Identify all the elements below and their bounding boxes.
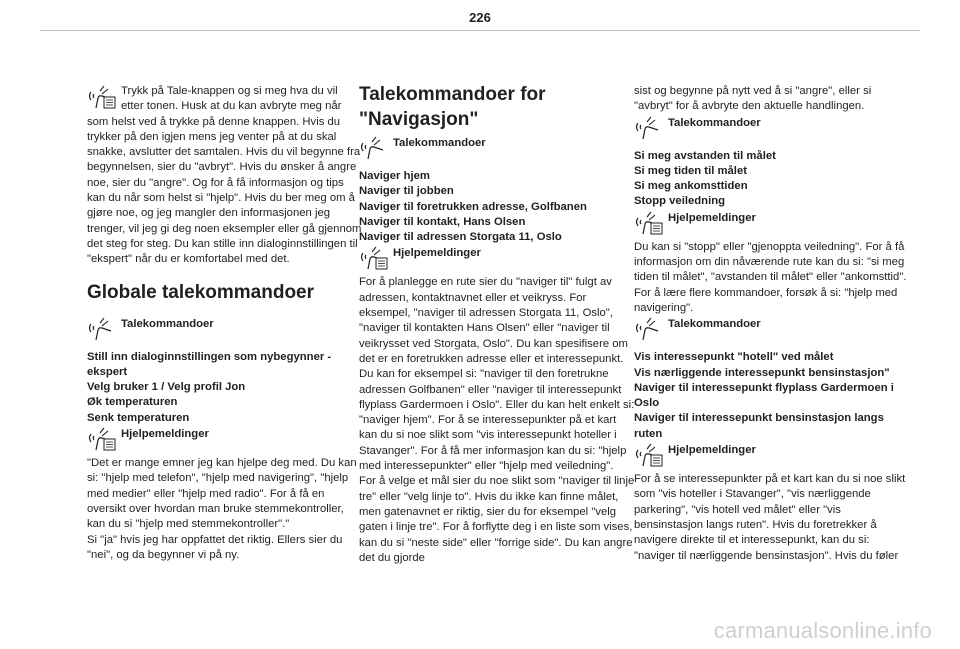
help-paragraph: "Det er mange emner jeg kan hjelpe deg med. Du kan si: "hjelp med telefon", "hjelp med navigering", "hjelp med medier" eller "hjelp med radio". For å få en oversikt over hvordan man bruke stemmekontroller, kan du si "hjelp med stemmekontroller"." <box>87 457 357 531</box>
voice-commands-label: Talekommandoer <box>393 137 486 149</box>
command-line: Naviger til adressen Storgata 11, Oslo <box>359 231 562 244</box>
voice-help-icon <box>634 442 664 468</box>
voice-help-icon <box>87 426 117 452</box>
header-rule <box>40 30 920 31</box>
column-right <box>634 84 910 564</box>
voice-command-icon <box>87 316 117 342</box>
command-line: Stopp veiledning <box>634 195 726 208</box>
watermark: carmanualsonline.info <box>713 618 932 643</box>
section-heading-navigation <box>359 82 635 132</box>
voice-commands-label-row <box>634 115 910 141</box>
help-messages-label-row <box>87 426 363 452</box>
voice-commands-label-row <box>87 316 363 342</box>
help-paragraph: For å velge et mål sier du noe slikt som "naviger til linje tre" eller "velg linje to". Hvis du ikke kan finne målet, men gatenavnet er riktig, sier du for eksempel "velg gaten i linje tre". For å forflytte deg i en liste som vises, kan du si "neste side" eller "forrige side". Du kan angre det du gjorde <box>359 475 635 564</box>
command-line: Naviger til kontakt, Hans Olsen <box>359 215 526 228</box>
heading-line: Talekommandoer for <box>359 84 546 105</box>
help-messages-label: Hjelpemeldinger <box>668 211 756 224</box>
command-line: Si meg tiden til målet <box>634 164 747 177</box>
voice-help-icon <box>87 84 117 110</box>
help-paragraph: For å se interessepunkter på et kart kan du si noe slikt som "vis hoteller i Stavanger", "vis nærliggende parkering", "vis hotell ved målet" eller "vis bensinstasjon langs ruten". Hvis du foretrekker å navigere direkte til et interessepunkt, kan du si: "naviger til nærliggende bensinstasjon". Hvis du føler <box>634 473 906 562</box>
column-left <box>87 84 363 563</box>
voice-commands-label: Talekommandoer <box>668 116 761 129</box>
command-line: Øk temperaturen <box>87 396 178 409</box>
command-line: Naviger til interessepunkt flyplass Gardermoen i Oslo <box>634 381 894 410</box>
help-paragraph: Du kan si "stopp" eller "gjenoppta veiledning". For å få informasjon om din nåværende rute kan du si: "si meg tiden til målet", "avstanden til målet" eller "ankomsttid". For å lære flere kommandoer, forsøk å si: "hjelp med navigering". <box>634 240 907 314</box>
voice-command-icon <box>634 316 664 342</box>
help-messages-label: Hjelpemeldinger <box>393 247 481 260</box>
command-line: Still inn dialoginnstillingen som nybegynner - ekspert <box>87 350 332 378</box>
help-paragraph: For å planlegge en rute sier du "naviger til" fulgt av adressen, kontaktnavnet eller et veikryss. For eksempel, "naviger til adressen Storgata 11, Oslo", "naviger til kontakten Hans Olsen" eller "naviger til veikrysset ved Storgata, Oslo". Du kan spesifisere om det er en foretrukken adresse eller et interessepunkt. Du kan for eksempel si: "naviger til den foretrukne adressen Golfbanen" eller "naviger til interessepunkt flyplass Gardermoen i Oslo". Eller du kan helt enkelt si: "naviger hjem". For å se interessepunkter på et kart kan du si noe slikt som "vis interessepunkt hoteller i Stavanger". For å få mer informasjon kan du si: "hjelp med interessepunkter" eller "hjelp med veiledning". <box>359 276 635 473</box>
voice-commands-label: Talekommandoer <box>668 318 761 331</box>
command-line: Naviger til foretrukken adresse, Golfbanen <box>359 200 587 213</box>
intro-text: Trykk på Tale-knappen og si meg hva du vil etter tonen. Husk at du kan avbryte meg når som helst ved å trykke på denne knappen. Hvis du trykker på den igjen mens jeg venter på at du skal snakke, avslutter det samtalen. Hvis du vil begynne fra begynnelsen, sier du "avbryt". Hvis du ønsker å angre noe, sier du "angre". Og for å få informasjon og tips kan du når som helst si "hjelp". Hvis du ber meg om å gjøre noe, og jeg mangler den informasjonen jeg trenger, vil jeg gi deg noen eksempler eller gå gjennom det steg for steg. Du kan stille inn dialoginnstillingen til "ekspert" når du er komfortabel med det. <box>87 85 362 266</box>
page-number: 226 <box>469 10 491 25</box>
voice-command-icon <box>359 135 389 161</box>
command-line: Naviger til jobben <box>359 185 454 198</box>
command-line: Vis interessepunkt "hotell" ved målet <box>634 351 834 364</box>
help-paragraph: Si "ja" hvis jeg har oppfattet det riktig. Ellers sier du "nei", og da begynner vi på ny. <box>87 533 343 561</box>
voice-commands-label: Talekommandoer <box>121 317 214 330</box>
voice-help-icon <box>634 210 664 236</box>
command-line: Naviger hjem <box>359 170 430 182</box>
continued-paragraph: sist og begynne på nytt ved å si "angre", eller si "avbryt" for å avbryte den aktuelle handlingen. <box>634 85 872 113</box>
help-messages-label-row <box>359 245 635 271</box>
help-messages-label-row <box>634 442 910 468</box>
help-messages-label: Hjelpemeldinger <box>668 444 756 457</box>
voice-command-icon <box>634 115 664 141</box>
help-messages-label-row <box>634 210 910 236</box>
command-line: Si meg avstanden til målet <box>634 149 776 162</box>
voice-help-icon <box>359 245 389 271</box>
command-line: Senk temperaturen <box>87 411 190 424</box>
heading-line: "Navigasjon" <box>359 109 479 130</box>
section-heading-global: Globale talekommandoer <box>87 281 315 303</box>
command-line: Velg bruker 1 / Velg profil Jon <box>87 381 246 394</box>
command-line: Naviger til interessepunkt bensinstasjon langs ruten <box>634 412 884 440</box>
command-line: Vis nærliggende interessepunkt bensinstasjon" <box>634 366 890 379</box>
column-middle <box>359 82 635 566</box>
command-line: Si meg ankomsttiden <box>634 180 748 193</box>
intro-paragraph <box>87 84 363 268</box>
help-messages-label: Hjelpemeldinger <box>121 428 209 441</box>
voice-commands-label-row <box>359 135 635 161</box>
voice-commands-label-row <box>634 316 910 342</box>
